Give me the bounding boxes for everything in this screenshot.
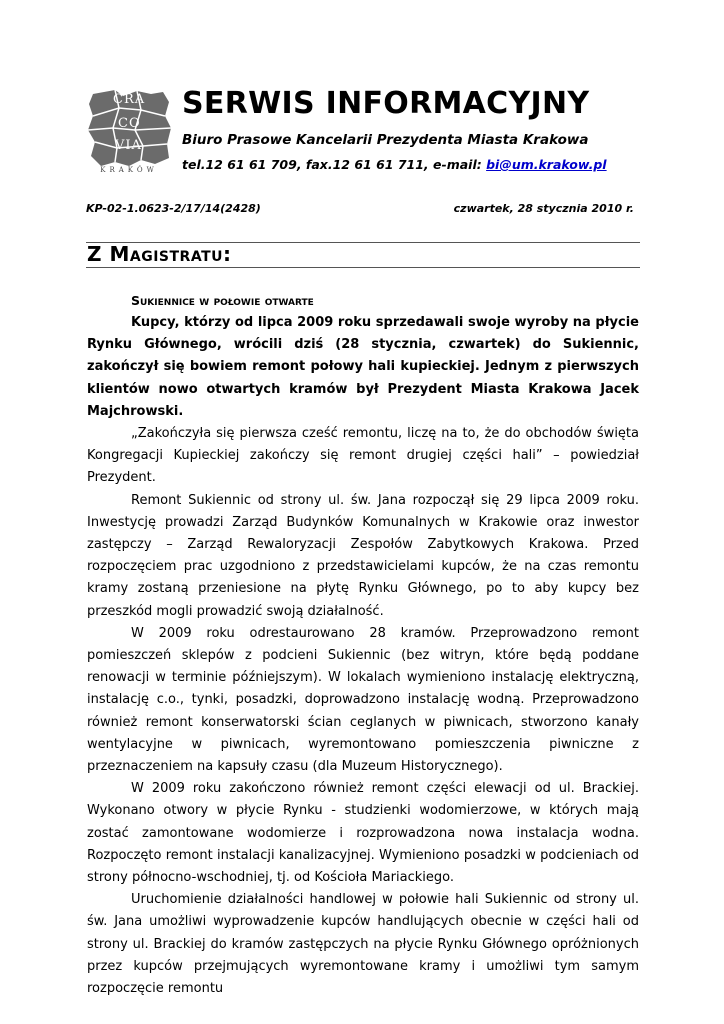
logo-caption: KRAKÓW [100,166,158,174]
article-paragraph: Uruchomienie działalności handlowej w połowie hali Sukiennic od strony ul. św. Jana umożliwi wyprowadzenie kupców handlujących obecnie w części hali od strony ul. Brackiej do kramów zastępczych na płycie Rynku Głównego opróżnionych przez kupców przejmujących wyremontowane kramy i umożliwi tym samym rozpoczęcie remontu [87,892,639,997]
article-title: Sukiennice w połowie otwarte [131,293,314,308]
page-title: SERWIS INFORMACYJNY [182,86,590,121]
article-lead: Kupcy, którzy od lipca 2009 roku sprzedawali swoje wyroby na płycie Rynku Głównego, wrócili dziś (28 stycznia, czwartek) do Sukiennic, zakończył się bowiem remont połowy hali kupieckiej. Jednym z pierwszych klientów nowo otwartych kramów był Prezydent Miasta Krakowa Jacek Majchrowski. [87,315,639,419]
logo-text-line-1: CRA [113,92,146,107]
reference-number: KP-02-1.0623-2/17/14(2428) [86,202,261,215]
contact-line [182,157,607,172]
contact-phone-fax: tel.12 61 61 709, fax.12 61 61 711, e-mail: [182,157,487,172]
logo-text-line-2: CO [118,116,141,131]
article-paragraph: W 2009 roku zakończono również remont części elewacji od ul. Brackiej. Wykonano otwory w płycie Rynku - studzienki wodomierzowe, w których mają zostać zamontowane wodomierze i rozprowadzona nowa instalacja wodna. Rozpoczęto remont instalacji kanalizacyjnej. Wymieniono posadzki w podcieniach od strony północno-wschodniej, tj. od Kościoła Mariackiego. [87,781,639,886]
logo-text-line-3: VIA [115,138,142,153]
cracovia-logo [85,88,173,178]
article-paragraph: Remont Sukiennic od strony ul. św. Jana rozpoczął się 29 lipca 2009 roku. Inwestycję prowadzi Zarząd Budynków Komunalnych w Krakowie oraz inwestor zastępczy – Zarząd Rewaloryzacji Zespołów Zabytkowych Krakowa. Przed rozpoczęciem prac uzgodniono z przedstawicielami kupców, że na czas remontu kramy zostaną przeniesione na płytę Rynku Głównego, po to aby kupcy bez przeszkód mogli prowadzić swoją działalność. [87,492,639,619]
section-title: Z Magistratu: [87,242,232,266]
page-subtitle: Biuro Prasowe Kancelarii Prezydenta Miasta Krakowa [182,132,589,148]
article-paragraph: „Zakończyła się pierwsza cześć remontu, liczę na to, że do obchodów święta Kongregacji Kupieckiej zakończy się remont drugiej części hali” – powiedział Prezydent. [87,426,639,486]
email-link[interactable]: bi@um.krakow.pl [486,157,607,172]
article-paragraph: W 2009 roku odrestaurowano 28 kramów. Przeprowadzono remont pomieszczeń sklepów z podcieni Sukiennic (bez witryn, które będą poddane renowacji w terminie późniejszym). W lokalach wymieniono instalację elektryczną, instalację c.o., tynki, posadzki, doprowadzono instalację wodną. Przeprowadzono również remont konserwatorski ścian ceglanych w piwnicach, stworzono kanały wentylacyjne w piwnicach, wyremontowano pomieszczenia piwniczne z przeznaczeniem na kapsuły czasu (dla Muzeum Historycznego). [87,625,639,775]
section-rule-bottom [86,267,640,268]
article-body [87,290,639,1000]
publication-date: czwartek, 28 stycznia 2010 r. [453,202,634,215]
